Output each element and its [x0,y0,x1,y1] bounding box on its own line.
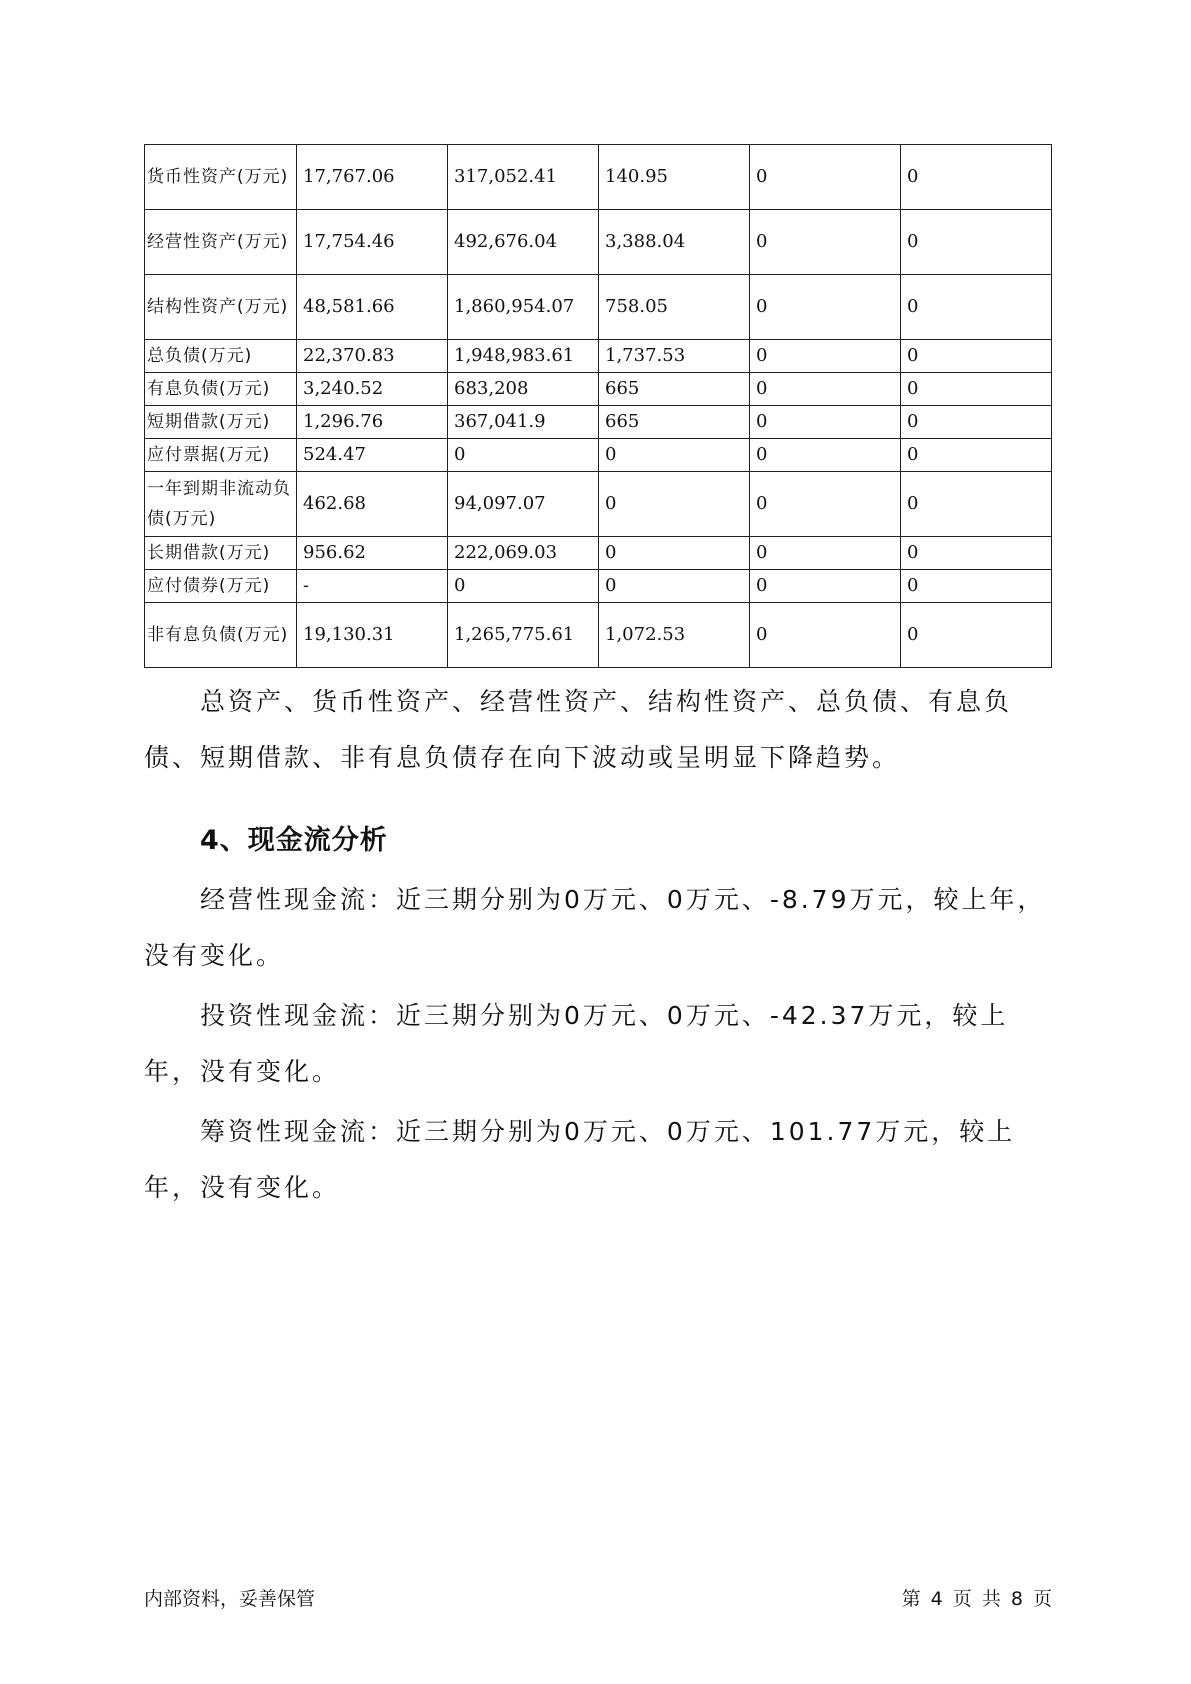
table-cell: 956.62 [297,537,448,570]
table-cell: 1,265,775.61 [448,603,599,668]
row-label: 应付债券(万元) [145,570,297,603]
table-cell: 1,860,954.07 [448,275,599,340]
table-cell: 0 [750,340,901,373]
table-row [145,603,1052,668]
table-cell: 0 [599,439,750,472]
table-cell: 0 [901,603,1052,668]
table-cell: 222,069.03 [448,537,599,570]
row-label: 长期借款(万元) [145,537,297,570]
row-label: 应付票据(万元) [145,439,297,472]
footer-page-number: 第 4 页 共 8 页 [901,1588,1052,1610]
financial-table-body [145,145,1052,668]
footer-confidential-note: 内部资料，妥善保管 [144,1588,316,1610]
table-cell: 317,052.41 [448,145,599,210]
table-cell: 0 [599,570,750,603]
table-row [145,275,1052,340]
table-cell: 17,754.46 [297,210,448,275]
table-cell: 1,296.76 [297,406,448,439]
table-row [145,472,1052,537]
table-cell: 0 [750,439,901,472]
operating-cashflow-paragraph: 经营性现金流：近三期分别为0万元、0万元、-8.79万元，较上年，没有变化。 [144,885,1046,970]
table-cell: 683,208 [448,373,599,406]
table-cell: 48,581.66 [297,275,448,340]
financing-cashflow-paragraph: 筹资性现金流：近三期分别为0万元、0万元、101.77万元，较上年，没有变化。 [144,1117,1016,1202]
table-cell: 140.95 [599,145,750,210]
table-cell: 0 [599,472,750,537]
table-row [145,570,1052,603]
table-row [145,340,1052,373]
row-label: 非有息负债(万元) [145,603,297,668]
table-row [145,210,1052,275]
table-cell: 492,676.04 [448,210,599,275]
table-row [145,145,1052,210]
table-cell: 524.47 [297,439,448,472]
table-cell: 1,737.53 [599,340,750,373]
table-cell: 0 [901,537,1052,570]
table-cell: 0 [901,439,1052,472]
table-cell: 3,388.04 [599,210,750,275]
table-cell: 1,948,983.61 [448,340,599,373]
table-cell: 0 [750,537,901,570]
table-cell: 665 [599,406,750,439]
row-label: 总负债(万元) [145,340,297,373]
table-cell: 0 [750,603,901,668]
row-label: 有息负债(万元) [145,373,297,406]
table-cell: 94,097.07 [448,472,599,537]
table-cell: 0 [448,570,599,603]
table-cell: 367,041.9 [448,406,599,439]
table-cell: 0 [750,570,901,603]
investing-cashflow-paragraph: 投资性现金流：近三期分别为0万元、0万元、-42.37万元，较上年，没有变化。 [144,1001,1009,1086]
table-cell: 17,767.06 [297,145,448,210]
table-cell: 0 [901,275,1052,340]
table-row [145,439,1052,472]
table-row [145,537,1052,570]
table-cell: 0 [750,210,901,275]
table-cell: 0 [901,472,1052,537]
table-cell: - [297,570,448,603]
table-cell: 0 [901,145,1052,210]
table-cell: 0 [599,537,750,570]
table-cell: 0 [750,472,901,537]
table-cell: 0 [750,406,901,439]
row-label: 短期借款(万元) [145,406,297,439]
row-label: 货币性资产(万元) [145,145,297,210]
table-cell: 0 [750,145,901,210]
table-cell: 462.68 [297,472,448,537]
table-cell: 0 [901,570,1052,603]
table-cell: 0 [901,210,1052,275]
table-cell: 0 [901,340,1052,373]
section-heading: 4、现金流分析 [200,825,388,856]
table-row [145,406,1052,439]
table-cell: 19,130.31 [297,603,448,668]
summary-paragraph: 总资产、货币性资产、经营性资产、结构性资产、总负债、有息负债、短期借款、非有息负债存在向下波动或呈明显下降趋势。 [144,687,1013,772]
table-cell: 1,072.53 [599,603,750,668]
table-cell: 0 [901,373,1052,406]
table-row [145,373,1052,406]
row-label: 结构性资产(万元) [145,275,297,340]
table-cell: 22,370.83 [297,340,448,373]
table-cell: 3,240.52 [297,373,448,406]
table-cell: 0 [750,373,901,406]
row-label: 一年到期非流动负债(万元) [145,472,297,537]
table-cell: 0 [750,275,901,340]
table-cell: 0 [448,439,599,472]
row-label: 经营性资产(万元) [145,210,297,275]
table-cell: 758.05 [599,275,750,340]
table-cell: 0 [901,406,1052,439]
table-cell: 665 [599,373,750,406]
financial-table [144,144,1052,668]
